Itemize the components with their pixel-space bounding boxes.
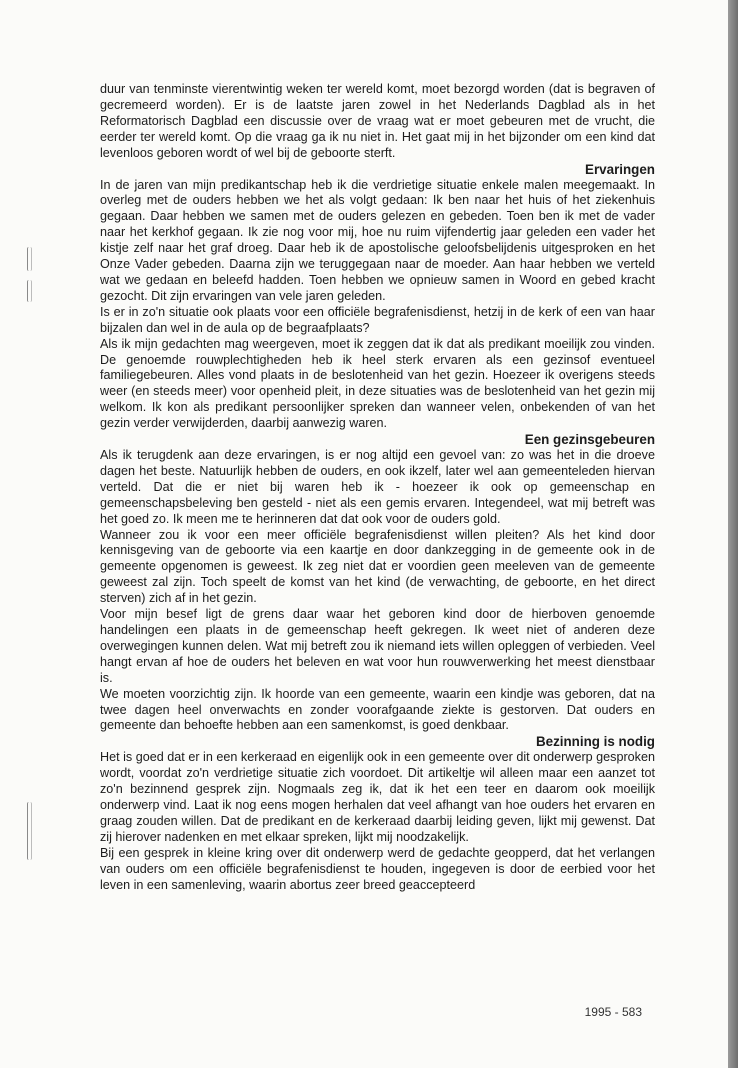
paragraph: We moeten voorzichtig zijn. Ik hoorde van een gemeente, waarin een kindje was geboren, dat na twee dagen heel onverwachts en zonder voorafgaande ziekte is gestorven. Dat ouders en gemeente dan behoefte hebben aan een samenkomst, is goed denkbaar. <box>100 686 655 733</box>
binding-mark <box>27 802 32 860</box>
paragraph: Het is goed dat er in een kerkeraad en eigenlijk ook in een gemeente over dit onderwerp gesproken wordt, voordat zo'n verdrietige situatie zich voordoet. Dit artikeltje wil alleen maar een aanzet tot zo'n bezinnend gesprek zijn. Nogmaals zeg ik, dat ik het een teer en daarom ook moeilijk onderwerp vind. Laat ik nog eens mogen herhalen dat veel afhangt van hoe ouders het ervaren en graag zouden willen. Dat de predikant en de kerkeraad daarbij leiding geven, lijkt mij gewenst. Dat zij hierover nadenken en met elkaar spreken, lijkt mij noodzakelijk. <box>100 750 655 844</box>
paragraph: Als ik terugdenk aan deze ervaringen, is er nog altijd een gevoel van: zo was het in die droeve dagen het beste. Natuurlijk hebben de ouders, en ook ikzelf, later wel aan gemeenteleden hiervan verteld. Dat die er niet bij waren heb ik - hoezeer ik ook op gemeenschap en gemeenschapsbeleving ben gesteld - niet als een gemis ervaren. Integendeel, wat mij betreft was het goed zo. Ik meen me te herinneren dat dat ook voor de ouders gold. <box>100 448 655 526</box>
page-number: 1995 - 583 <box>584 1005 642 1019</box>
paragraph: In de jaren van mijn predikantschap heb ik die verdrietige situatie enkele malen meegemaakt. In overleg met de ouders hebben we het als volgt gedaan: Ik ben naar het huis of het ziekenhuis gegaan. Daar hebben we samen met de ouders gelezen en gebeden. Toen ben ik met de vader naar het kerkhof gegaan. Ik zie nog voor mij, hoe nu ruim vijfendertig jaar geleden een vader het kistje zelf naar het graf droeg. Daar heb ik de apostolische geloofsbelijdenis uitgesproken en het Onze Vader gebeden. Daarna zijn we teruggegaan naar de moeder. Aan haar hebben we verteld wat we gedaan en beleefd hadden. Toen hebben we opnieuw samen in Woord en gebed kracht gezocht. Dit zijn ervaringen van vele jaren geleden. <box>100 177 655 303</box>
heading-ervaringen: Ervaringen <box>585 161 655 177</box>
heading-bezinning-is-nodig: Bezinning is nodig <box>535 734 655 750</box>
paragraph-intro: duur van tenminste vierentwintig weken ter wereld komt, moet bezorgd worden (dat is begraven of gecremeerd worden). Er is de laatste jaren zowel in het Nederlands Dagblad als in het Reformatorisch Dagblad een discussie over de vraag wat er moet gebeuren met de vrucht, die eerder ter wereld komt. Op die vraag ga ik nu niet in. Het gaat mij in het bijzonder om een kind dat levenloos geboren wordt of wel bij de geboorte sterft. <box>100 82 655 160</box>
paragraph: Als ik mijn gedachten mag weergeven, moet ik zeggen dat ik dat als predikant moeilijk zou vinden. De genoemde rouwplechtigheden heb ik heel sterk ervaren als een gezinsof eventueel familiegebeuren. Alles vond plaats in de beslotenheid van het gezin. Hoezeer ik overigens steeds weer (en steeds meer) voor openheid pleit, in deze situaties was de beslotenheid van het gezin mij welkom. Ik kon als predikant persoonlijker spreken dan wanneer velen, onbekenden of van het gezin verder verwijderden, daarbij aanwezig waren. <box>100 336 655 431</box>
binding-mark <box>27 280 32 302</box>
paragraph: Is er in zo'n situatie ook plaats voor een officiële begrafenisdienst, hetzij in de kerk of een van haar bijzalen dan wel in de aula op de begraafplaats? <box>100 304 655 335</box>
article-body <box>100 82 655 894</box>
heading-een-gezinsgebeuren: Een gezinsgebeuren <box>524 432 655 448</box>
page-edge-shadow <box>728 0 738 1068</box>
binding-mark <box>27 247 32 271</box>
paragraph: Bij een gesprek in kleine kring over dit onderwerp werd de gedachte geopperd, dat het verlangen van ouders om een officiële begrafenisdienst te houden, ingegeven is door de eerbied voor het leven in een samenleving, waarin abortus zeer breed geaccepteerd <box>100 845 655 892</box>
paragraph: Voor mijn besef ligt de grens daar waar het geboren kind door de hierboven genoemde handelingen een plaats in de gemeenschap heeft gekregen. Ik weet niet of anderen deze overwegingen kunnen delen. Wat mij betreft zou ik niemand iets willen opleggen of verbieden. Veel hangt ervan af hoe de ouders het beleven en wat voor hun rouwverwerking het meest dienstbaar is. <box>100 607 655 685</box>
paragraph: Wanneer zou ik voor een meer officiële begrafenisdienst willen pleiten? Als het kind door kennisgeving van de geboorte via een kaartje en door dankzegging in de gemeente ook in de gemeente opgenomen is geweest. Ik zeg niet dat er voordien geen meeleven van de gemeente geweest zal zijn. Toch speelt de komst van het kind (de verwachting, de geboorte, en het direct sterven) zich af in het gezin. <box>100 527 655 606</box>
